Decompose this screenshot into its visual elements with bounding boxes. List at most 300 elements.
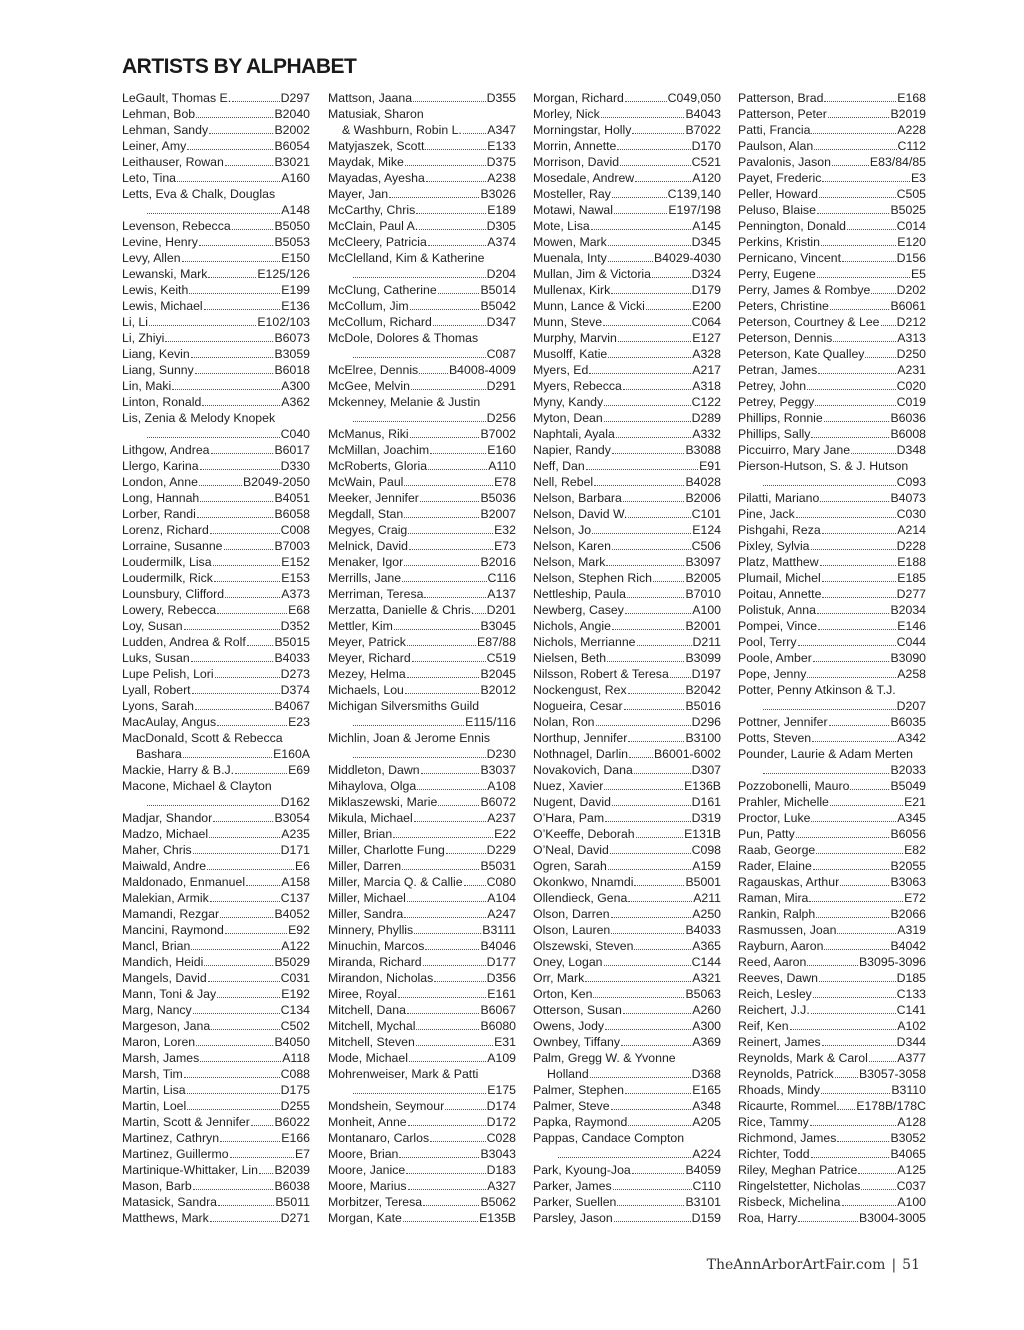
index-entry — [738, 1050, 926, 1066]
artist-name: Pixley, Sylvia — [738, 539, 810, 553]
artist-name: McElree, Dennis — [328, 363, 419, 377]
dot-leader — [621, 1045, 691, 1046]
booth-number: C141 — [896, 1003, 926, 1017]
artist-name: Proctor, Luke — [738, 811, 811, 825]
booth-number: E127 — [692, 331, 721, 345]
index-entry — [738, 650, 926, 666]
artist-name: Reed, Aaron — [738, 955, 807, 969]
index-entry — [738, 362, 926, 378]
booth-number: B3095-3096 — [858, 955, 926, 969]
booth-number: C134 — [280, 1003, 310, 1017]
artist-name: Liang, Sunny — [122, 363, 194, 377]
index-entry — [122, 762, 310, 778]
dot-leader — [819, 197, 896, 198]
artist-name: Merrills, Jane — [328, 571, 402, 585]
artist-name: Nielsen, Beth — [533, 651, 607, 665]
index-entry — [328, 346, 516, 362]
index-entry — [328, 218, 516, 234]
index-entry — [328, 186, 516, 202]
dot-leader — [818, 629, 896, 630]
booth-number: D171 — [280, 843, 310, 857]
dot-leader — [409, 549, 493, 550]
index-entry — [328, 970, 516, 986]
dot-leader — [410, 309, 480, 310]
dot-leader — [404, 565, 479, 566]
artist-name: Luks, Susan — [122, 651, 190, 665]
booth-number: E189 — [487, 203, 516, 217]
artist-name: Marg, Nancy — [122, 1003, 192, 1017]
artist-name: McWain, Paul — [328, 475, 404, 489]
booth-number: D256 — [486, 411, 516, 425]
index-entry — [328, 666, 516, 682]
booth-number: A109 — [487, 1051, 516, 1065]
index-entry — [738, 762, 926, 778]
index-entry — [122, 554, 310, 570]
index-entry — [738, 826, 926, 842]
dot-leader — [183, 757, 272, 758]
artist-name: McDole, Dolores & Thomas — [328, 331, 479, 345]
artist-name: Mann, Toni & Jay — [122, 987, 217, 1001]
index-entry — [122, 890, 310, 906]
booth-number: A159 — [692, 859, 721, 873]
artist-name: Llergo, Karina — [122, 459, 199, 473]
booth-number: E161 — [487, 987, 516, 1001]
dot-leader — [634, 949, 691, 950]
booth-number: A365 — [692, 939, 721, 953]
dot-leader — [790, 1029, 897, 1030]
index-entry — [533, 826, 721, 842]
index-entry — [328, 298, 516, 314]
artist-name: Michlin, Joan & Jerome Ennis — [328, 731, 490, 745]
booth-number: B2042 — [685, 683, 721, 697]
artist-name: Michigan Silversmiths Guild — [328, 699, 480, 713]
booth-number: C101 — [691, 507, 721, 521]
index-entry — [328, 954, 516, 970]
dot-leader — [635, 181, 691, 182]
artist-name: Nelson, Karen — [533, 539, 611, 553]
dot-leader — [434, 981, 485, 982]
dot-leader — [225, 165, 274, 166]
booth-number: A319 — [897, 923, 926, 937]
index-entry — [533, 586, 721, 602]
artist-name: Myers, Rebecca — [533, 379, 622, 393]
artist-name: Nogueira, Cesar — [533, 699, 623, 713]
artist-name: Mosedale, Andrew — [533, 171, 635, 185]
artist-name: & Washburn, Robin L. — [342, 123, 462, 137]
booth-number: C098 — [691, 843, 721, 857]
index-entry — [533, 410, 721, 426]
index-entry — [738, 474, 926, 490]
artist-name: McCleery, Patricia — [328, 235, 427, 249]
artist-name: Liang, Kevin — [122, 347, 190, 361]
booth-number: B5031 — [480, 859, 516, 873]
booth-number: E102/103 — [257, 315, 310, 329]
booth-number: B3063 — [890, 875, 926, 889]
index-entry — [122, 346, 310, 362]
dot-leader — [820, 565, 897, 566]
booth-number: B4065 — [890, 1147, 926, 1161]
booth-number: C112 — [897, 139, 926, 153]
artist-name: Loudermilk, Rick — [122, 571, 213, 585]
dot-leader — [585, 981, 691, 982]
booth-number: B3099 — [685, 651, 721, 665]
dot-leader — [406, 1173, 485, 1174]
artist-name: Lis, Zenia & Melody Knopek — [122, 411, 276, 425]
index-entry — [738, 906, 926, 922]
dot-leader — [824, 101, 896, 102]
index-entry — [328, 458, 516, 474]
dot-leader — [605, 1029, 691, 1030]
artist-name: Meyer, Patrick — [328, 635, 406, 649]
dot-leader — [217, 613, 287, 614]
index-entry — [738, 506, 926, 522]
index-entry — [738, 1082, 926, 1098]
artist-name: Reynolds, Patrick — [738, 1067, 834, 1081]
index-entry — [738, 634, 926, 650]
artist-name: Neff, Dan — [533, 459, 585, 473]
index-entry — [122, 538, 310, 554]
dot-leader — [828, 117, 890, 118]
dot-leader — [589, 373, 691, 374]
artist-name: Park, Kyoung-Joa — [533, 1163, 631, 1177]
index-entry — [122, 698, 310, 714]
index-entry — [122, 618, 310, 634]
index-entry — [328, 826, 516, 842]
artist-name: Moore, Janice — [328, 1163, 406, 1177]
booth-number: B2002 — [274, 123, 310, 137]
index-entry — [738, 106, 926, 122]
dot-leader — [353, 421, 486, 422]
booth-number: A108 — [487, 779, 516, 793]
booth-number: B5011 — [275, 1195, 310, 1209]
booth-number: E199 — [281, 283, 310, 297]
page-title: ARTISTS BY ALPHABET — [122, 55, 357, 78]
dot-leader — [833, 341, 896, 342]
artist-name: Mote, Lisa — [533, 219, 590, 233]
booth-number: C008 — [280, 523, 310, 537]
booth-number: C040 — [280, 427, 310, 441]
artist-name: Myers, Ed — [533, 363, 589, 377]
index-entry — [328, 682, 516, 698]
booth-number: A211 — [693, 891, 721, 905]
dot-leader — [614, 213, 667, 214]
booth-number: A145 — [692, 219, 721, 233]
booth-number: E6 — [294, 859, 310, 873]
booth-number: E131B — [684, 827, 721, 841]
artist-name: Menaker, Igor — [328, 555, 404, 569]
index-entry — [738, 298, 926, 314]
index-entry — [533, 250, 721, 266]
booth-number: A332 — [692, 427, 721, 441]
dot-leader — [187, 149, 273, 150]
dot-leader — [817, 613, 890, 614]
artist-name: Napier, Randy — [533, 443, 611, 457]
index-entry — [533, 1034, 721, 1050]
booth-number: B3101 — [685, 1195, 721, 1209]
dot-leader — [464, 885, 486, 886]
dot-leader — [652, 277, 691, 278]
booth-number: D277 — [896, 587, 926, 601]
index-entry — [122, 730, 310, 746]
index-entry — [533, 122, 721, 138]
artist-name: Loy, Susan — [122, 619, 183, 633]
booth-number: E185 — [897, 571, 926, 585]
artist-name: Reich, Lesley — [738, 987, 812, 1001]
index-entry — [738, 250, 926, 266]
artist-name: Northup, Jennifer — [533, 731, 628, 745]
artist-name: Peterson, Kate Qualley — [738, 347, 865, 361]
dot-leader — [428, 469, 487, 470]
artist-name: Peters, Christine — [738, 299, 829, 313]
booth-number: A205 — [692, 1115, 721, 1129]
booth-number: B3052 — [890, 1131, 926, 1145]
artist-name: Mullenax, Kirk — [533, 283, 611, 297]
artist-name: Pishgahi, Reza — [738, 523, 821, 537]
artist-name: Naphtali, Ayala — [533, 427, 615, 441]
index-entry — [122, 90, 310, 106]
artist-name: Matusiak, Sharon — [328, 107, 424, 121]
dot-leader — [608, 245, 691, 246]
dot-leader — [211, 453, 274, 454]
artist-name: Orton, Ken — [533, 987, 593, 1001]
artist-name: Mandich, Heidi — [122, 955, 204, 969]
booth-number: E160A — [273, 747, 310, 761]
dot-leader — [606, 565, 684, 566]
artist-name: Pine, Jack — [738, 507, 795, 521]
index-entry — [533, 922, 721, 938]
dot-leader — [445, 1109, 485, 1110]
index-entry — [122, 842, 310, 858]
index-entry — [738, 570, 926, 586]
artist-name: Munn, Lance & Vicki — [533, 299, 645, 313]
artist-name: Madjar, Shandor — [122, 811, 213, 825]
booth-number: B7010 — [685, 587, 721, 601]
booth-number: D161 — [691, 795, 721, 809]
dot-leader — [646, 309, 691, 310]
dot-leader — [811, 549, 896, 550]
booth-number: E135B — [479, 1211, 516, 1225]
dot-leader — [410, 437, 480, 438]
artist-name: Mancl, Brian — [122, 939, 191, 953]
dot-leader — [807, 677, 896, 678]
booth-number: E136B — [684, 779, 721, 793]
dot-leader — [816, 917, 889, 918]
artist-name: Nockengust, Rex — [533, 683, 627, 697]
booth-number: D297 — [280, 91, 310, 105]
dot-leader — [404, 917, 486, 918]
index-entry — [328, 922, 516, 938]
index-entry — [738, 970, 926, 986]
booth-number: B4052 — [274, 907, 310, 921]
artist-name: Holland — [547, 1067, 589, 1081]
booth-number: B5049 — [890, 779, 926, 793]
index-entry — [533, 266, 721, 282]
artist-name: Nell, Rebel — [533, 475, 594, 489]
dot-leader — [393, 837, 493, 838]
artist-name: Mattson, Jaana — [328, 91, 413, 105]
index-entry — [122, 986, 310, 1002]
index-entry — [738, 186, 926, 202]
artist-name: Nothnagel, Darlin — [533, 747, 629, 761]
artist-name: Olszewski, Steven — [533, 939, 634, 953]
booth-number: B6054 — [274, 139, 310, 153]
index-entry — [122, 858, 310, 874]
dot-leader — [192, 693, 280, 694]
artist-name: LeGault, Thomas E. — [122, 91, 232, 105]
dot-leader — [819, 981, 896, 982]
index-entry — [122, 682, 310, 698]
artist-name: McClung, Catherine — [328, 283, 437, 297]
index-entry — [328, 538, 516, 554]
booth-number: E200 — [692, 299, 721, 313]
index-entry — [533, 970, 721, 986]
booth-number: B6022 — [274, 1115, 310, 1129]
dot-leader — [820, 501, 889, 502]
index-entry — [122, 122, 310, 138]
booth-number: B4029-4030 — [653, 251, 721, 265]
index-entry — [328, 698, 516, 714]
artist-name: Poole, Amber — [738, 651, 812, 665]
index-entry — [533, 1194, 721, 1210]
dot-leader — [416, 213, 486, 214]
booth-number: D212 — [896, 315, 926, 329]
artist-name: O’Keeffe, Deborah — [533, 827, 635, 841]
booth-number: B6073 — [274, 331, 310, 345]
dot-leader — [817, 277, 910, 278]
booth-number: E69 — [288, 763, 310, 777]
dot-leader — [842, 1205, 897, 1206]
artist-name: Mitchell, Dana — [328, 1003, 406, 1017]
booth-number: A110 — [488, 459, 516, 473]
booth-number: B3057-3058 — [858, 1067, 926, 1081]
dot-leader — [634, 773, 691, 774]
dot-leader — [247, 645, 274, 646]
artist-name: Morningstar, Holly — [533, 123, 632, 137]
artist-name: Matthews, Mark — [122, 1211, 209, 1225]
booth-number: E115/116 — [465, 715, 516, 729]
booth-number: B4033 — [685, 923, 721, 937]
artist-name: Martin, Lisa — [122, 1083, 186, 1097]
booth-number: A247 — [487, 907, 516, 921]
index-entry — [533, 842, 721, 858]
dot-leader — [407, 1013, 480, 1014]
artist-name: Peterson, Courtney & Lee — [738, 315, 880, 329]
booth-number: D289 — [691, 411, 721, 425]
artist-name: Rader, Elaine — [738, 859, 812, 873]
dot-leader — [840, 885, 889, 886]
booth-number: B4050 — [274, 1035, 310, 1049]
artist-name: London, Anne — [122, 475, 198, 489]
dot-leader — [251, 1125, 274, 1126]
index-entry — [122, 330, 310, 346]
index-entry — [328, 154, 516, 170]
artist-name: McClelland, Kim & Katherine — [328, 251, 485, 265]
index-entry — [328, 1034, 516, 1050]
index-entry — [738, 138, 926, 154]
artist-name: Mosteller, Ray — [533, 187, 611, 201]
dot-leader — [199, 245, 274, 246]
dot-leader — [147, 805, 280, 806]
index-entry — [122, 1162, 310, 1178]
booth-number: B6018 — [274, 363, 310, 377]
dot-leader — [796, 517, 896, 518]
index-entry — [122, 442, 310, 458]
dot-leader — [353, 357, 486, 358]
artist-name: Moore, Marius — [328, 1179, 407, 1193]
dot-leader — [592, 533, 691, 534]
booth-number: C505 — [896, 187, 926, 201]
booth-number: A224 — [692, 1147, 721, 1161]
artist-name: Loudermilk, Lisa — [122, 555, 212, 569]
dot-leader — [172, 389, 280, 390]
booth-number: A122 — [281, 939, 310, 953]
index-entry — [122, 106, 310, 122]
index-entry — [738, 746, 926, 762]
dot-leader — [232, 229, 274, 230]
artist-name: Pun, Patty — [738, 827, 795, 841]
index-entry — [122, 970, 310, 986]
index-entry — [328, 362, 516, 378]
booth-number: B4046 — [480, 939, 516, 953]
booth-number: E153 — [281, 571, 310, 585]
dot-leader — [612, 549, 691, 550]
artist-name: Palmer, Stephen — [533, 1083, 624, 1097]
dot-leader — [824, 949, 889, 950]
artist-name: Pernicano, Vincent — [738, 251, 841, 265]
artist-name: Nugent, David — [533, 795, 611, 809]
index-entry — [328, 1082, 516, 1098]
artist-name: Lyons, Sarah — [122, 699, 195, 713]
dot-leader — [353, 725, 464, 726]
booth-number: A160 — [281, 171, 310, 185]
dot-leader — [618, 341, 691, 342]
index-entry — [738, 1114, 926, 1130]
artist-name: Linton, Ronald — [122, 395, 202, 409]
index-entry — [122, 954, 310, 970]
index-entry — [122, 1194, 310, 1210]
artist-name: Munn, Steve — [533, 315, 603, 329]
index-entry — [328, 442, 516, 458]
booth-number: D197 — [691, 667, 721, 681]
index-entry — [533, 746, 721, 762]
dot-leader — [408, 1189, 487, 1190]
artist-name: Otterson, Susan — [533, 1003, 622, 1017]
index-entry — [533, 458, 721, 474]
booth-number: B5001 — [685, 875, 721, 889]
index-entry — [738, 410, 926, 426]
booth-number: C144 — [691, 955, 721, 969]
booth-number: B4067 — [274, 699, 310, 713]
dot-leader — [811, 1013, 896, 1014]
dot-leader — [814, 149, 896, 150]
artist-name: Myny, Kandy — [533, 395, 604, 409]
index-entry — [738, 554, 926, 570]
index-entry — [328, 522, 516, 538]
index-entry — [738, 922, 926, 938]
artist-name: Risbeck, Michelina — [738, 1195, 841, 1209]
dot-leader — [394, 629, 480, 630]
index-entry — [533, 298, 721, 314]
booth-number: C519 — [486, 651, 516, 665]
index-entry — [328, 1066, 516, 1082]
booth-number: B2012 — [480, 683, 516, 697]
artist-name: Mikula, Michael — [328, 811, 413, 825]
dot-leader — [209, 837, 280, 838]
index-entry — [122, 1130, 310, 1146]
booth-number: D348 — [896, 443, 926, 457]
artist-name: Potter, Penny Atkinson & T.J. — [738, 683, 896, 697]
index-entry — [122, 202, 310, 218]
